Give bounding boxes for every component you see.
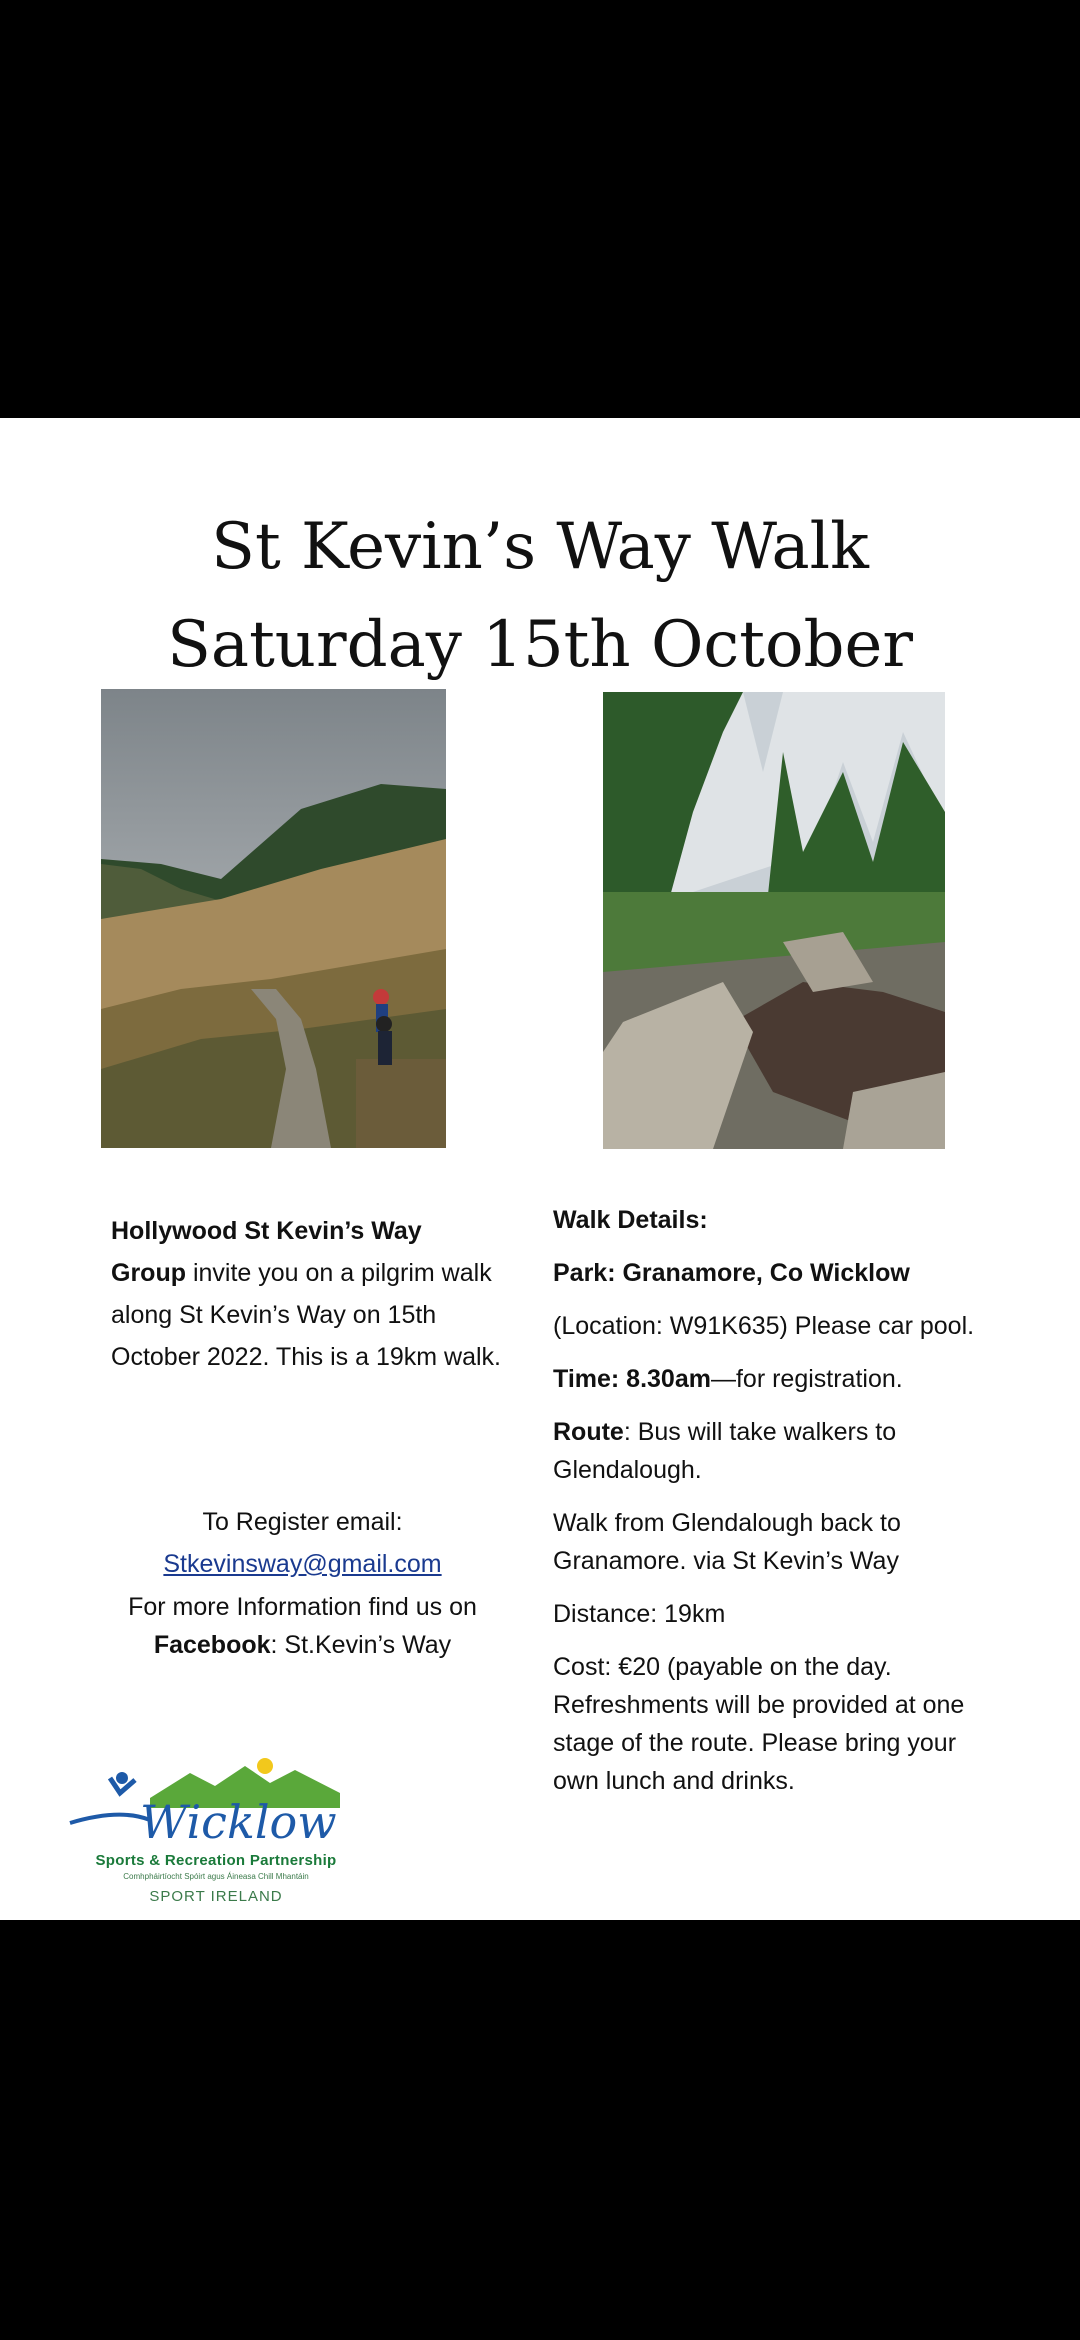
- logo-irish-subtitle: Comhpháirtíocht Spóirt agus Áineasa Chill Mhantáin: [123, 1872, 309, 1881]
- poster: [0, 418, 1080, 1920]
- location-text: (Location: W91K635) Please car pool.: [553, 1312, 975, 1340]
- intro-text: [111, 1210, 511, 1378]
- facebook-block: [100, 1588, 505, 1664]
- cost-text: Cost: €20 (payable on the day. Refreshments will be provided at one stage of the route. Please bring your own lunch and drinks.: [553, 1653, 965, 1795]
- walk-details-heading: Walk Details:: [553, 1206, 708, 1234]
- walk-from-text: Walk from Glendalough back to Granamore. via St Kevin’s Way: [553, 1509, 901, 1575]
- distance-text: Distance: 19km: [553, 1600, 726, 1628]
- more-info-text: For more Information find us on: [128, 1593, 477, 1621]
- route-text: : Bus will take walkers to Glendalough.: [553, 1418, 897, 1484]
- poster-date: Saturday 15th October: [167, 608, 913, 682]
- time-text: —for registration.: [710, 1365, 903, 1393]
- logo-wordmark: Wicklow: [140, 1795, 337, 1849]
- poster-title: St Kevin’s Way Walk: [211, 510, 869, 584]
- wicklow-sports-logo: [40, 1748, 390, 1908]
- park-text: Park: Granamore, Co Wicklow: [553, 1259, 910, 1287]
- time-label: Time: 8.30am: [553, 1365, 711, 1393]
- logo-subtitle: Sports & Recreation Partnership: [95, 1852, 337, 1869]
- intro-body: invite you on a pilgrim walk along St Kevin’s Way on 15th October 2022. This is a 19km walk.: [111, 1259, 501, 1371]
- walk-details: [553, 1201, 993, 1815]
- register-label: To Register email:: [202, 1508, 403, 1536]
- facebook-page: : St.Kevin’s Way: [270, 1631, 452, 1659]
- sport-ireland-label: SPORT IRELAND: [149, 1888, 283, 1905]
- group-name-2: Group: [111, 1259, 186, 1287]
- register-email-link[interactable]: Stkevinsway@gmail.com: [163, 1550, 442, 1578]
- facebook-label: Facebook: [153, 1631, 271, 1659]
- forest-stream-photo: [603, 692, 945, 1149]
- register-block: [100, 1501, 505, 1585]
- group-name-1: Hollywood St Kevin’s Way: [111, 1217, 422, 1245]
- route-label: Route: [553, 1418, 624, 1446]
- valley-walk-photo: [101, 689, 446, 1148]
